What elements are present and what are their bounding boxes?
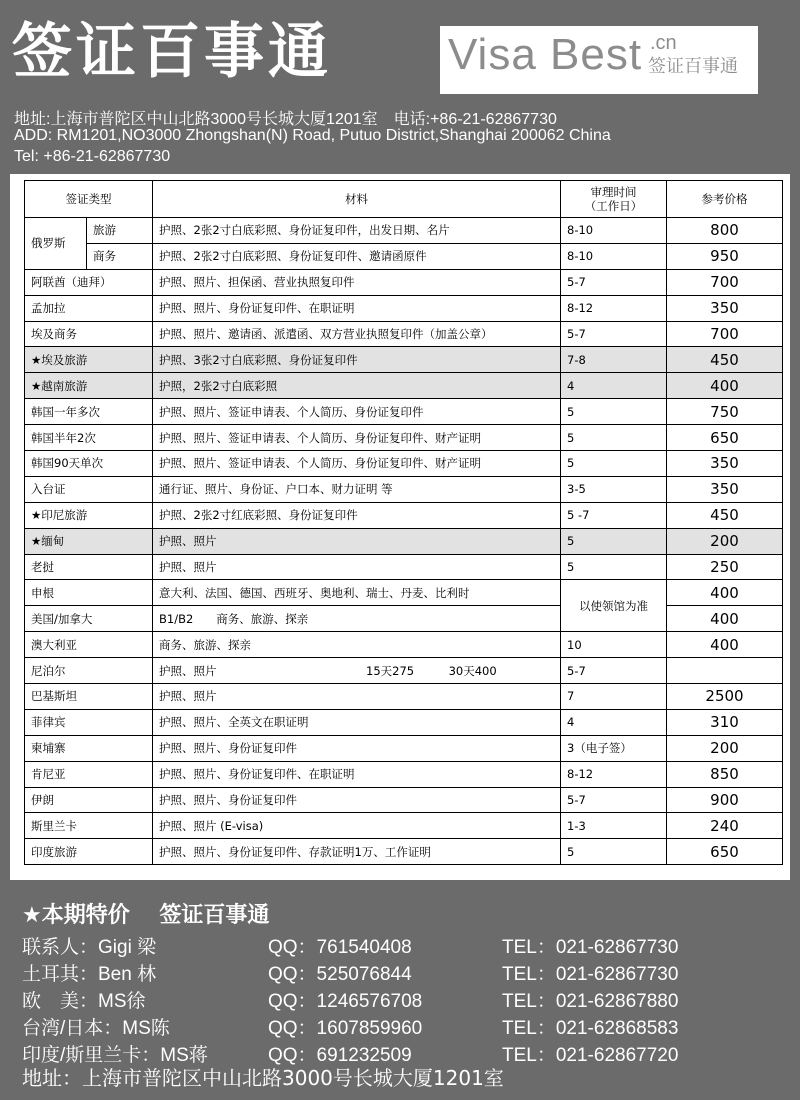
table-row	[25, 632, 783, 658]
processing-time-cell: 5	[561, 425, 667, 451]
processing-time-cell: 8-12	[561, 761, 667, 787]
visa-type-cell: 韩国半年2次	[25, 425, 153, 451]
price-cell: 400	[667, 373, 783, 399]
processing-time-cell: 5-7	[561, 269, 667, 295]
processing-time-cell: 5-7	[561, 321, 667, 347]
processing-time-cell: 5-7	[561, 787, 667, 813]
processing-time-cell: 3（电子签）	[561, 735, 667, 761]
table-row	[25, 839, 783, 865]
table-row	[25, 399, 783, 425]
contact-qq: QQ：525076844	[268, 964, 412, 985]
materials-cell: 护照、2张2寸白底彩照、身份证复印件，出发日期、名片	[153, 218, 561, 244]
processing-time-cell: 7-8	[561, 347, 667, 373]
visa-table-panel	[10, 174, 790, 880]
table-row	[25, 813, 783, 839]
processing-time-cell: 1-3	[561, 813, 667, 839]
price-cell: 200	[667, 735, 783, 761]
table-row	[25, 528, 783, 554]
header-processing-time: 审理时间 （工作日）	[561, 181, 667, 218]
visa-type-cell: 韩国一年多次	[25, 399, 153, 425]
materials-cell: 护照、照片 (E-visa)	[153, 813, 561, 839]
contact-qq: QQ：761540408	[268, 937, 412, 958]
price-cell: 400	[667, 632, 783, 658]
visabest-logo	[440, 26, 758, 94]
contact-tel: TEL：021-62867730	[502, 964, 679, 985]
price-cell: 850	[667, 761, 783, 787]
price-cell: 650	[667, 425, 783, 451]
visa-type-cell: 柬埔寨	[25, 735, 153, 761]
visa-type-cell: 美国/加拿大	[25, 606, 153, 632]
processing-time-cell: 8-10	[561, 243, 667, 269]
address-en: ADD: RM1201,NO3000 Zhongshan(N) Road, Putuo District,Shanghai 200062 China	[14, 127, 611, 144]
visa-price-table	[24, 180, 783, 865]
price-cell: 900	[667, 787, 783, 813]
materials-cell: 护照、3张2寸白底彩照、身份证复印件	[153, 347, 561, 373]
table-row	[25, 218, 783, 244]
materials-cell: 护照、照片	[153, 528, 561, 554]
table-row	[25, 709, 783, 735]
price-cell: 240	[667, 813, 783, 839]
logo-subtitle: 签证百事通	[648, 56, 738, 77]
materials-cell: 护照、照片、签证申请表、个人简历、身份证复印件、财产证明	[153, 425, 561, 451]
processing-time-cell: 5	[561, 554, 667, 580]
table-row	[25, 761, 783, 787]
price-cell: 310	[667, 709, 783, 735]
materials-cell: 意大利、法国、德国、西班牙、奥地利、瑞士、丹麦、比利时	[153, 580, 561, 606]
price-cell: 450	[667, 502, 783, 528]
price-cell: 700	[667, 269, 783, 295]
table-row	[25, 502, 783, 528]
visa-type-cell: 印度旅游	[25, 839, 153, 865]
visa-type-cell: 入台证	[25, 476, 153, 502]
visa-type-cell: 肯尼亚	[25, 761, 153, 787]
materials-cell: B1/B2 商务、旅游、探亲	[153, 606, 561, 632]
contact-name: 台湾/日本：MS陈	[22, 1018, 170, 1039]
table-row	[25, 684, 783, 710]
visa-type-cell: 阿联酋（迪拜）	[25, 269, 153, 295]
processing-time-cell: 7	[561, 684, 667, 710]
contact-name: 联系人：Gigi 梁	[22, 937, 157, 958]
visa-type-cell: 伊朗	[25, 787, 153, 813]
header-visa-type: 签证类型	[25, 181, 153, 218]
contact-qq: QQ：1246576708	[268, 991, 423, 1012]
contact-name: 欧 美：MS徐	[22, 991, 146, 1012]
table-row	[25, 606, 783, 632]
table-header-row	[25, 181, 783, 218]
visa-subtype-cell: 商务	[87, 243, 153, 269]
header-price: 参考价格	[667, 181, 783, 218]
materials-cell: 护照、照片 15天275 30天400	[153, 658, 561, 684]
materials-cell: 护照、照片	[153, 554, 561, 580]
visa-type-cell: ★缅甸	[25, 528, 153, 554]
table-row	[25, 243, 783, 269]
table-row	[25, 787, 783, 813]
contact-name: 印度/斯里兰卡：MS蒋	[22, 1045, 208, 1066]
table-row	[25, 735, 783, 761]
processing-time-cell: 5	[561, 399, 667, 425]
visa-type-cell: ★越南旅游	[25, 373, 153, 399]
processing-time-cell: 5	[561, 528, 667, 554]
visa-type-cell: 老挝	[25, 554, 153, 580]
materials-cell: 护照、照片、身份证复印件	[153, 735, 561, 761]
visa-type-cell: 澳大利亚	[25, 632, 153, 658]
processing-time-cell: 8-10	[561, 218, 667, 244]
processing-time-cell: 3-5	[561, 476, 667, 502]
price-cell: 350	[667, 476, 783, 502]
page-title: 签证百事通	[12, 17, 332, 87]
table-row	[25, 425, 783, 451]
table-row	[25, 476, 783, 502]
materials-cell: 护照、照片、担保函、营业执照复印件	[153, 269, 561, 295]
visa-type-cell: 孟加拉	[25, 295, 153, 321]
price-cell: 350	[667, 451, 783, 477]
visa-type-cell: 巴基斯坦	[25, 684, 153, 710]
price-cell: 350	[667, 295, 783, 321]
processing-time-cell: 5-7	[561, 658, 667, 684]
price-cell	[667, 658, 783, 684]
price-cell: 450	[667, 347, 783, 373]
visa-type-cell: 申根	[25, 580, 153, 606]
special-offer-heading: ★本期特价 签证百事通	[22, 903, 270, 928]
visa-type-cell: 俄罗斯	[25, 218, 87, 270]
table-row	[25, 295, 783, 321]
table-row	[25, 451, 783, 477]
price-cell: 950	[667, 243, 783, 269]
contact-name: 土耳其：Ben 林	[22, 964, 157, 985]
price-cell: 200	[667, 528, 783, 554]
logo-domain: .cn	[650, 32, 677, 54]
materials-cell: 商务、旅游、探亲	[153, 632, 561, 658]
visa-type-cell: ★埃及旅游	[25, 347, 153, 373]
processing-time-cell: 5	[561, 839, 667, 865]
materials-cell: 护照、照片、身份证复印件、在职证明	[153, 295, 561, 321]
footer-address: 地址：上海市普陀区中山北路3000号长城大厦1201室	[22, 1066, 504, 1090]
table-row	[25, 269, 783, 295]
materials-cell: 护照、照片、签证申请表、个人简历、身份证复印件、财产证明	[153, 451, 561, 477]
contact-qq: QQ：691232509	[268, 1045, 412, 1066]
visa-type-cell: 埃及商务	[25, 321, 153, 347]
price-cell: 2500	[667, 684, 783, 710]
materials-cell: 护照、照片、身份证复印件	[153, 787, 561, 813]
address-cn: 地址:上海市普陀区中山北路3000号长城大厦1201室 电话:+86-21-62867730	[14, 111, 557, 128]
visa-type-cell: 韩国90天单次	[25, 451, 153, 477]
materials-cell: 护照、照片、身份证复印件、在职证明	[153, 761, 561, 787]
table-row	[25, 347, 783, 373]
processing-time-cell: 以使领馆为准	[561, 580, 667, 632]
processing-time-cell: 4	[561, 373, 667, 399]
processing-time-cell: 4	[561, 709, 667, 735]
phone-line: Tel: +86-21-62867730	[14, 148, 171, 165]
table-row	[25, 373, 783, 399]
contact-tel: TEL：021-62867880	[502, 991, 679, 1012]
materials-cell: 护照、照片	[153, 684, 561, 710]
contact-tel: TEL：021-62867730	[502, 937, 679, 958]
price-cell: 400	[667, 606, 783, 632]
processing-time-cell: 5	[561, 451, 667, 477]
contact-tel: TEL：021-62868583	[502, 1018, 679, 1039]
processing-time-cell: 10	[561, 632, 667, 658]
price-cell: 700	[667, 321, 783, 347]
contact-qq: QQ：1607859960	[268, 1018, 423, 1039]
contact-tel: TEL：021-62867720	[502, 1045, 679, 1066]
table-body	[25, 218, 783, 865]
processing-time-cell: 5 -7	[561, 502, 667, 528]
materials-cell: 护照、2张2寸白底彩照、身份证复印件、邀请函原件	[153, 243, 561, 269]
header-materials: 材料	[153, 181, 561, 218]
table-row	[25, 554, 783, 580]
visa-type-cell: ★印尼旅游	[25, 502, 153, 528]
table-row	[25, 580, 783, 606]
materials-cell: 护照、照片、全英文在职证明	[153, 709, 561, 735]
materials-cell: 护照，2张2寸白底彩照	[153, 373, 561, 399]
visa-subtype-cell: 旅游	[87, 218, 153, 244]
visa-type-cell: 菲律宾	[25, 709, 153, 735]
visa-type-cell: 斯里兰卡	[25, 813, 153, 839]
table-row	[25, 321, 783, 347]
logo-text: Visa Best	[448, 30, 643, 79]
visa-type-cell: 尼泊尔	[25, 658, 153, 684]
price-cell: 250	[667, 554, 783, 580]
processing-time-cell: 8-12	[561, 295, 667, 321]
price-cell: 400	[667, 580, 783, 606]
materials-cell: 护照、照片、邀请函、派遣函、双方营业执照复印件（加盖公章）	[153, 321, 561, 347]
table-row	[25, 658, 783, 684]
materials-cell: 通行证、照片、身份证、户口本、财力证明 等	[153, 476, 561, 502]
price-cell: 800	[667, 218, 783, 244]
price-cell: 650	[667, 839, 783, 865]
materials-cell: 护照、照片、签证申请表、个人简历、身份证复印件	[153, 399, 561, 425]
materials-cell: 护照、照片、身份证复印件、存款证明1万、工作证明	[153, 839, 561, 865]
materials-cell: 护照、2张2寸红底彩照、身份证复印件	[153, 502, 561, 528]
price-cell: 750	[667, 399, 783, 425]
